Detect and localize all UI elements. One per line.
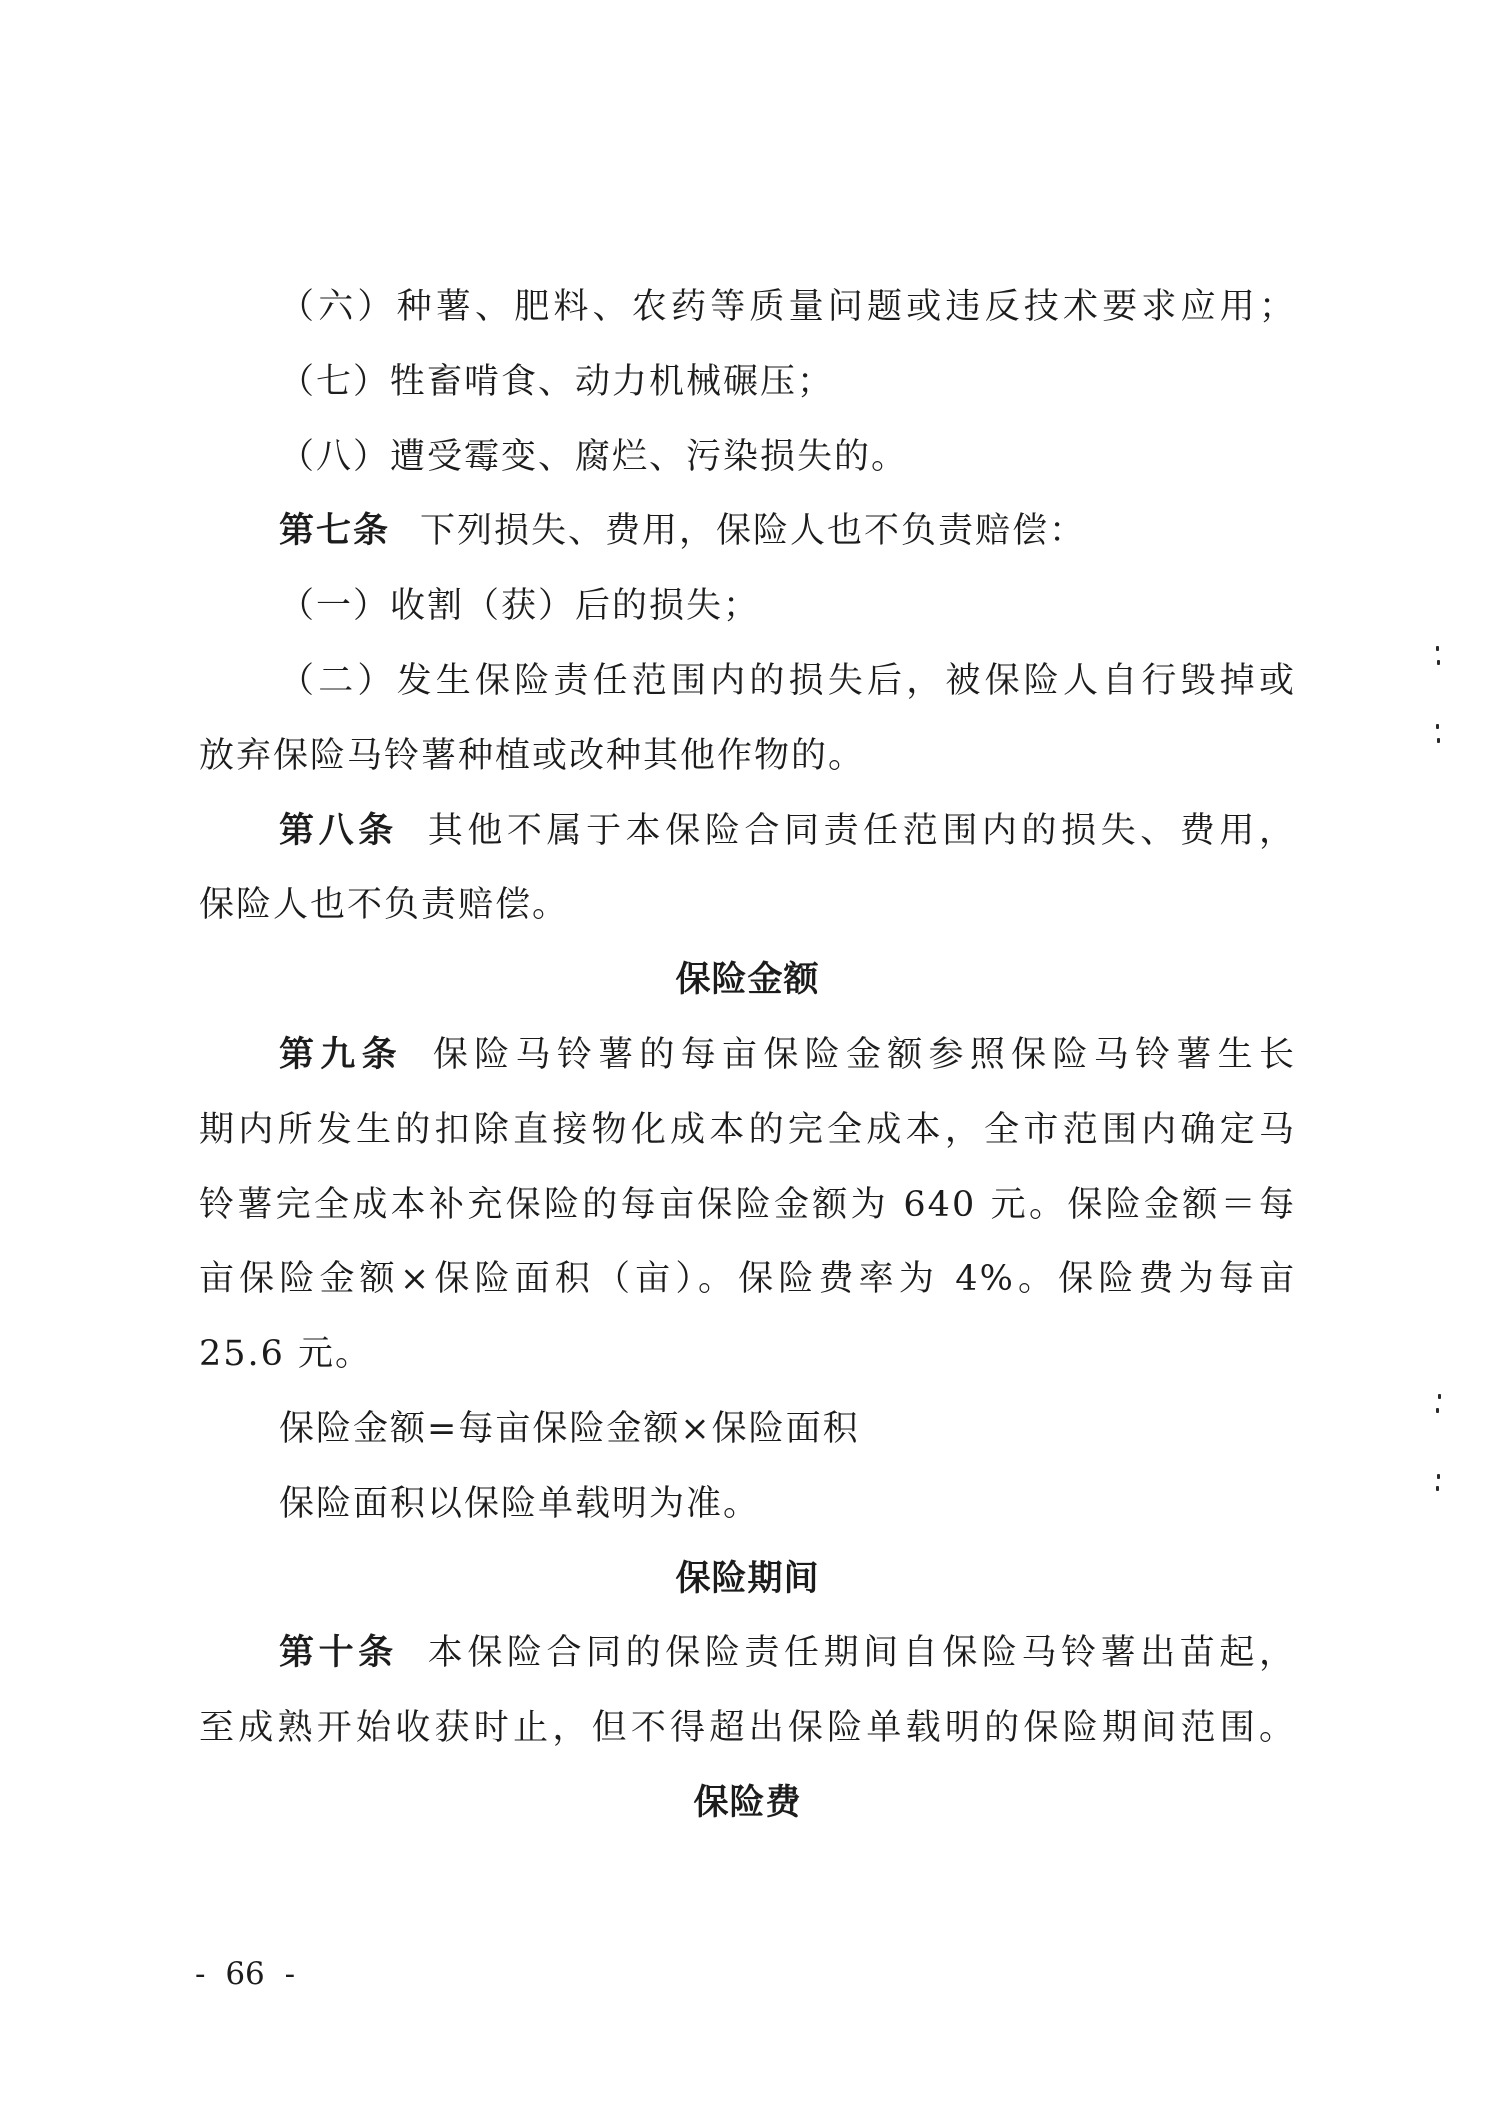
article-10-text-line-1: 本保险合同的保险责任期间自保险马铃薯出苗起， [427,1633,1296,1674]
article-9-text-line-5: 25.6 元。 [199,1334,373,1375]
article-8-label: 第八条 [279,810,398,851]
scan-speck [1437,1474,1440,1479]
article-8-text-line-2: 保险人也不负责赔偿。 [199,885,570,926]
article-9-text-line-2: 期内所发生的扣除直接物化成本的完全成本，全市范围内确定马 [199,1109,1296,1150]
scan-speck [1436,1486,1439,1491]
article-9-note: 保险面积以保险单载明为准。 [279,1483,761,1524]
clause-item-8: （八）遭受霉变、腐烂、污染损失的。 [279,436,909,477]
scan-speck [1437,660,1440,665]
article-7 [199,494,1296,569]
clause-item-6: （六）种薯、肥料、农药等质量问题或违反技术要求应用； [279,287,1296,327]
clause-item-7: （七）牲畜啃食、动力机械碾压； [279,361,835,402]
article-9-text-line-3: 铃薯完全成本补充保险的每亩保险金额为 640 元。保险金额＝每 [199,1184,1296,1225]
article-7-item-2-line-2: 放弃保险马铃薯种植或改种其他作物的。 [199,735,866,776]
article-9-text-line-4: 亩保险金额×保险面积（亩）。保险费率为 4%。保险费为每亩 [199,1259,1296,1300]
page-number: - 66 - [195,1956,296,1992]
scan-speck [1436,646,1439,651]
section-heading-insured-amount: 保险金额 [675,960,820,1001]
article-7-item-2-line-1: （二）发生保险责任范围内的损失后，被保险人自行毁掉或 [279,660,1296,701]
article-10-label: 第十条 [279,1633,398,1674]
scan-speck [1438,1394,1441,1399]
article-10 [199,1616,1296,1691]
article-8-text-line-1: 其他不属于本保险合同责任范围内的损失、费用， [427,810,1296,851]
scan-speck [1437,738,1440,743]
article-7-item-1: （一）收割（获）后的损失； [279,586,761,627]
scan-speck [1436,1408,1439,1413]
article-9-formula: 保险金额=每亩保险金额×保险面积 [279,1408,860,1449]
article-10-text-line-2: 至成熟开始收获时止，但不得超出保险单载明的保险期间范围。 [199,1708,1296,1749]
article-9-text-line-1: 保险马铃薯的每亩保险金额参照保险马铃薯生长 [432,1034,1296,1075]
article-7-label: 第七条 [279,511,391,552]
section-heading-premium: 保险费 [693,1782,802,1823]
article-9 [199,1018,1296,1093]
article-9-label: 第九条 [279,1034,403,1075]
article-8 [199,794,1296,869]
section-heading-insurance-period: 保险期间 [675,1558,820,1599]
article-7-text: 下列损失、费用，保险人也不负责赔偿： [420,511,1087,552]
scan-speck [1436,724,1439,729]
body-text [199,270,1296,1841]
